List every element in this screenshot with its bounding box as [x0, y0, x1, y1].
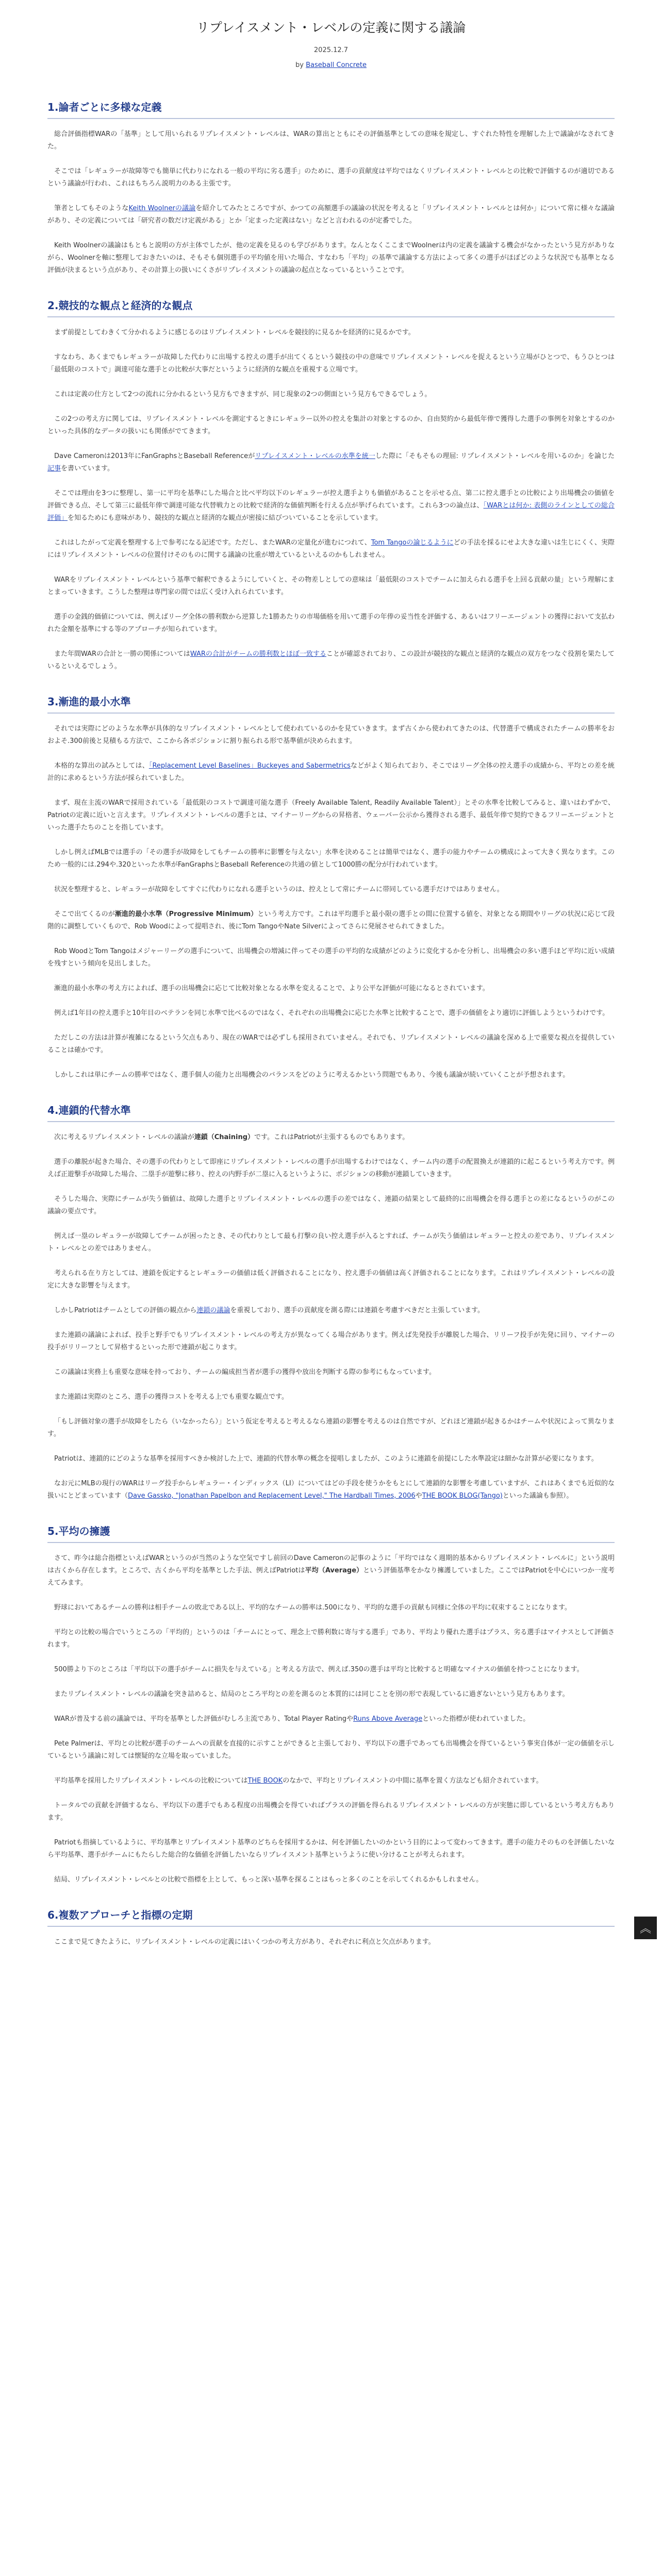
text-run: Rob WoodとTom Tangoはメジャーリーグの選手について、出場機会の増減に伴ってその選手の平均的な成績がどのように変化するかを分析し、出場機会の多い選手ほど平均に近い成績を残すという傾向を見出しました。	[47, 947, 615, 968]
byline	[47, 61, 615, 69]
text-run: 考えられる在り方としては、連鎖を仮定するとレギュラーの価値は低く評価されることになり、控え選手の価値は高く評価されることになります。これはリプレイスメント・レベルの設定に大きな影響を与えます。	[47, 1269, 615, 1290]
paragraph	[47, 1775, 615, 1787]
text-run: という評価基準をかなり擁護していました。ここではPatriotを中心にいつか一度考えてみます。	[47, 1567, 615, 1587]
text-run: を書いています。	[61, 465, 114, 472]
paragraph	[47, 1738, 615, 1762]
paragraph	[47, 1069, 615, 1081]
text-run: この2つの考え方に関しては、リプレイスメント・レベルを測定するときにレギュラー以外の控えを集計の対象とするのか、自由契約から最低年俸で獲得した選手の事例を対象とするのかといった具体的なデータの扱いにも関係がでてきます。	[47, 415, 615, 435]
text-run: どの手法を採るにせよ大きな違いは生じにくく、実際にはリプレイスメント・レベルの位置付けそのものに関する議論の比重が増えているといえるのかもしれません。	[47, 539, 615, 559]
paragraph	[47, 1416, 615, 1440]
inline-link[interactable]: リプレイスメント・レベルの水準を統一	[255, 452, 375, 460]
text-run: した際に「そもそもの理屈: リプレイスメント・レベルを用いるのか」を論じた	[375, 452, 615, 460]
emphasis-text: 平均（Average）	[305, 1567, 363, 1574]
paragraph	[47, 1936, 615, 1948]
paragraph	[47, 1007, 615, 1020]
paragraph	[47, 487, 615, 524]
inline-link[interactable]: 記事	[47, 465, 61, 472]
text-run: なお元にMLBの現行のWARはリーグ投手からレギュラー・インディックス（LI）についてはどの手段を使うかをもとにして連鎖的な影響を考慮していますが、これはあくまでも近似的な扱いにとどまっています（	[47, 1480, 615, 1500]
text-run: などがよく知られており、そこではリーグ全体の控え選手の成績から、平均との差を統計的に求めるという方法が採られていました。	[47, 762, 615, 782]
text-run: そこでは理由を3つに整理し、第一に平均を基準にした場合と比べ平均以下のレギュラーが控え選手よりも価値があることを示せる点、第二に控え選手との比較により出場機会の価値を評価できる点、そして第三に最低年俸で調達可能な代替戦力との比較で経済的な価値判断を行える点が挙げられています。これら3つの論点は、	[47, 489, 615, 510]
text-run: しかしPatriotはチームとしての評価の観点から	[54, 1307, 197, 1314]
text-run: またリプレイスメント・レベルの議論を突き詰めると、結局のところ平均との差を測るのと本質的には同じことを別の形で表現しているに過ぎないという見方もあります。	[54, 1690, 569, 1698]
emphasis-text: 漸進的最小水準（Progressive Minimum）	[114, 910, 258, 918]
paragraph	[47, 165, 615, 190]
paragraph	[47, 1664, 615, 1676]
paragraph	[47, 611, 615, 636]
article-section	[47, 1523, 615, 1886]
text-run: 状況を整理すると、レギュラーが故障をしてすぐに代わりになれる選手というのは、控えとして常にチームに帯同している選手だけではありません。	[54, 886, 504, 893]
paragraph	[47, 351, 615, 376]
text-run: さて、昨今は総合指標といえばWARというのが当然のような空気ですし前回のDave Cameronの記事のように「平均ではなく週期的基本からリプレイスメント・レベルに」という説明は古くから存在します。ところで、古くから平均を基準とした手法、例えばPatriotは	[47, 1554, 615, 1574]
paragraph	[47, 1366, 615, 1379]
paragraph	[47, 1478, 615, 1502]
section-heading: 4.連鎖的代替水準	[47, 1102, 615, 1122]
paragraph	[47, 1626, 615, 1651]
text-run: といった指標が使われていました。	[422, 1715, 530, 1723]
text-run: や	[415, 1492, 422, 1500]
paragraph	[47, 388, 615, 401]
inline-link[interactable]: 連鎖の議論	[196, 1307, 230, 1314]
text-run: を重視しており、選手の貢献度を測る際には連鎖を考慮すべきだと主張しています。	[230, 1307, 485, 1314]
text-run: ここまで見てきたように、リプレイスメント・レベルの定義にはいくつかの考え方があり、それぞれに利点と欠点があります。	[54, 1938, 435, 1946]
inline-link[interactable]: THE BOOK	[247, 1777, 283, 1785]
article-section	[47, 297, 615, 673]
paragraph	[47, 1874, 615, 1886]
paragraph	[47, 1193, 615, 1218]
text-run: まず前提としてわきくて分かれるように感じるのはリプレイスメント・レベルを競技的に見るかを経済的に見るかです。	[54, 329, 415, 336]
inline-link[interactable]: 「WARとは何か: 表側のラインとしての総合評価」	[47, 502, 615, 522]
chevron-up-icon: ︽	[639, 1922, 651, 1936]
text-run: また連鎖は実際のところ、選手の獲得コストを考える上でも重要な観点です。	[54, 1393, 288, 1401]
section-heading: 2.競技的な観点と経済的な観点	[47, 297, 615, 317]
paragraph	[47, 797, 615, 834]
paragraph	[47, 648, 615, 673]
paragraph	[47, 982, 615, 995]
text-run: そうした場合、実際にチームが失う価値は、故障した選手とリプレイスメント・レベルの選手の差ではなく、連鎖の結果として最終的に出場機会を得る選手との差になるというのがこの議論の要点です。	[47, 1195, 615, 1215]
paragraph	[47, 1552, 615, 1589]
inline-link[interactable]: Keith Woolnerの議論	[128, 205, 196, 212]
text-run: です。これはPatriotが主張するものでもあります。	[254, 1133, 409, 1141]
paragraph	[47, 1688, 615, 1701]
paragraph	[47, 1131, 615, 1144]
paragraph	[47, 1230, 615, 1255]
paragraph	[47, 760, 615, 785]
article-section	[47, 1907, 615, 1948]
paragraph	[47, 1329, 615, 1354]
article	[47, 0, 615, 1948]
paragraph	[47, 450, 615, 475]
text-run: WARをリプレイスメント・レベルという基準で解釈できるようにしていくと、その物差しとしての意味は「最低限のコストでチームに加えられる選手を上回る貢献の量」という理解にまとまっていきます。こうした整理は専門家の間では広く受け入れられています。	[47, 576, 615, 596]
text-run: この議論は実務上も重要な意味を持っており、チームの編成担当者が選手の獲得や放出を判断する際の参考にもなっています。	[54, 1368, 436, 1376]
section-heading: 3.漸進的最小水準	[47, 693, 615, 714]
paragraph	[47, 1032, 615, 1057]
scroll-to-top-button[interactable]	[634, 1917, 657, 1939]
text-run: 野球においてあるチームの勝利は相手チームの敗北である以上、平均的なチームの勝率は.500になり、平均的な選手の貢献も同様に全体の平均に収束することになります。	[54, 1604, 571, 1612]
text-run: また連鎖の議論によれば、投手と野手でもリプレイスメント・レベルの考え方が異なってくる場合があります。例えば先発投手が離脱した場合、リリーフ投手が先発に回り、マイナーの投手がリリーフとして昇格するといった形で連鎖が起こります。	[47, 1331, 615, 1351]
paragraph	[47, 240, 615, 277]
paragraph	[47, 1837, 615, 1861]
paragraph	[47, 327, 615, 339]
text-run: それでは実際にどのような水準が具体的なリプレイスメント・レベルとして使われているのかを見ていきます。まず古くから使われてきたのは、代替選手で構成されたチームの勝率をおおよそ.300前後と見積もる方法で、ここから各ポジションに割り振られる形で基準値が決められます。	[47, 725, 615, 745]
paragraph	[47, 574, 615, 599]
paragraph	[47, 413, 615, 438]
paragraph	[47, 1800, 615, 1824]
paragraph	[47, 1391, 615, 1403]
inline-link[interactable]: Tom Tangoの論じるように	[371, 539, 454, 547]
text-run: 選手の金銭的価値については、例えばリーグ全体の勝利数から逆算した1勝あたりの市場価格を用いて選手の年俸の妥当性を評価する、あるいはフリーエージェントの獲得において支払われた金額を基準にする等のアプローチが知られています。	[47, 613, 615, 633]
text-run: ただしこの方法は計算が複雑になるという欠点もあり、現在のWARでは必ずしも採用されていません。それでも、リプレイスメント・レベルの議論を深める上で重要な視点を提供していることは確かです。	[47, 1034, 615, 1054]
paragraph	[47, 1453, 615, 1465]
text-run: 平均基準を採用したリプレイスメント・レベルの比較については	[54, 1777, 248, 1785]
text-run: 例えば一塁のレギュラーが故障してチームが困ったとき、その代わりとして最も打撃の良い控え選手が入るとすれば、チームが失う価値はレギュラーと控えの差であり、リプレイスメント・レベルとの差ではありません。	[47, 1232, 615, 1252]
byline-prefix: by	[295, 61, 304, 69]
inline-link[interactable]: Dave Gassko, "Jonathan Papelbon and Replacement Level," The Hardball Times, 2006	[128, 1492, 416, 1500]
text-run: Patriotは、連鎖的にどのような基準を採用すべきか検討した上で、連鎖的代替水準の概念を提唱しましたが、このように連鎖を前提にした水準設定は細かな計算が必要になります。	[54, 1455, 598, 1463]
text-run: 選手の離脱が起きた場合、その選手の代わりとして即座にリプレイスメント・レベルの選手が出場するわけではなく、チーム内の選手の配置換えが連鎖的に起こるという考え方です。例えば正遊撃手が故障した場合、二塁手が遊撃に移り、控えの内野手が二塁に入るというように、ポジションの移動が連鎖していきます。	[47, 1158, 615, 1178]
paragraph	[47, 1156, 615, 1181]
paragraph	[47, 537, 615, 562]
text-run: 本格的な算出の試みとしては、	[54, 762, 149, 770]
article-section	[47, 99, 615, 277]
text-run: 筆者としてもそのような	[54, 205, 129, 212]
text-run: Pete Palmerは、平均との比較が選手のチームへの貢献を直接的に示すことができると主張しており、平均以下の選手であっても出場機会を得ているという事実自体が一定の価値を示しているという議論に対しては懐疑的な立場を取っていました。	[47, 1740, 615, 1760]
text-run: 次に考えるリプレイスメント・レベルの議論が	[54, 1133, 194, 1141]
paragraph	[47, 128, 615, 153]
text-run: WARが普及する前の議論では、平均を基準とした評価がむしろ主流であり、Total Player Ratingや	[54, 1715, 354, 1723]
text-run: すなわち、あくまでもレギュラーが故障した代わりに出場する控えの選手が出てくるという競技の中の意味でリプレイスメント・レベルを捉えるという立場がひとつで、もうひとつは「最低限のコストで」調達可能な選手との比較が大事だというように経済的な観点を重視する立場です。	[47, 353, 615, 374]
text-run: しかしこれは単にチームの勝率ではなく、選手個人の能力と出場機会のバランスをどのように考えるかという問題でもあり、今後も議論が続いていくことが予想されます。	[54, 1071, 570, 1079]
article-body	[47, 99, 615, 1948]
paragraph	[47, 1304, 615, 1317]
inline-link[interactable]: Runs Above Average	[353, 1715, 423, 1723]
text-run: 漸進的最小水準の考え方によれば、選手の出場機会に応じて比較対象となる水準を変えることで、より公平な評価が可能になるとされています。	[54, 985, 489, 992]
text-run: そこで出てくるのが	[54, 910, 115, 918]
text-run: という考え方です。これは平均選手と最小限の選手との間に位置する値を、対象となる期間やリーグの状況に応じて段階的に調整していくもので、Rob Woodによって提唱され、後にTom TangoやNate Silverによってさらに発展させられてきました。	[47, 910, 615, 930]
section-heading: 6.複数アプローチと指標の定期	[47, 1907, 615, 1927]
text-run: 総合評価指標WARの「基準」として用いられるリプレイスメント・レベルは、WARの算出とともにその評価基準としての意味を規定し、すぐれた特性を理解した上で議論がなされてきた。	[47, 130, 615, 150]
paragraph	[47, 1713, 615, 1725]
text-run: のなかで、平均とリプレイスメントの中間に基準を置く方法なども紹介されています。	[283, 1777, 543, 1785]
text-run: 500勝より下のところは「平均以下の選手がチームに損失を与えている」と考える方法で、例えば.350の選手は平均と比較すると明確なマイナスの価値を持つことになります。	[54, 1666, 584, 1673]
text-run: これはしたがって定義を整理する上で参考になる記述です。ただし、またWARの定量化が進むにつれて、	[54, 539, 371, 547]
text-run: を紹介してみたところですが、かつての高額選手の議論の状況を考えると「リプレイスメント・レベルとは何か」について常に様々な議論があり、その定義については「研究者の数だけ定義がある」とか「定まった定義はない」などと言われるのが定番でした。	[47, 205, 615, 225]
article-section	[47, 693, 615, 1081]
text-run: ことが確認されており、この設計が競技的な観点と経済的な観点の双方をつなぐ役割を果たしているといえるでしょう。	[47, 650, 615, 670]
text-run: また年間WARの合計と一勝の関係については	[54, 650, 190, 658]
text-run: 結局、リプレイスメント・レベルとの比較で指標を上として、もっと深い基準を探ることはもっと多くのことを示してくれるかもしれません。	[54, 1876, 483, 1884]
inline-link[interactable]: 「Replacement Level Baselines」Buckeyes and Sabermetrics	[148, 762, 351, 770]
author-link[interactable]: Baseball Concrete	[306, 61, 367, 69]
text-run: Patriotも指摘しているように、平均基準とリプレイスメント基準のどちらを採用するかは、何を評価したいのかという目的によって変わってきます。選手の能力そのものを評価したいなら平均基準、選手がチームにもたらした総合的な価値を評価したいならリプレイスメント基準というように使い分けることが考えられます。	[47, 1839, 615, 1859]
text-run: まず、現在主流のWARで採用されている「最低限のコストで調達可能な選手（Freely Available Talent, Readily Available Talent）」とその水準を比較してみると、違いはわずかで、Patriotの定義に近いと言えます。リプレイスメント・レベルの選手とは、マイナーリーグからの昇格者、ウェーバー公示から獲得される選手、最低年俸で契約できるフリーエージェントといった選手たちのことを指しています。	[47, 799, 615, 832]
text-run: といった議論も参照）。	[502, 1492, 573, 1500]
paragraph	[47, 1602, 615, 1614]
text-run: トータルでの貢献を評価するなら、平均以下の選手でもある程度の出場機会を得ていればプラスの評価を得られるリプレイスメント・レベルの方が実態に即しているという考え方もあります。	[47, 1802, 615, 1822]
text-run: そこでは「レギュラーが故障等でも簡単に代わりになれる一般の平均に劣る選手」のために、選手の貢献度は平均ではなくリプレイスメント・レベルとの比較で評価するのが適切であるという議論が行われ、これはもちろん説明力のある主張です。	[47, 167, 615, 188]
section-heading: 1.論者ごとに多様な定義	[47, 99, 615, 119]
paragraph	[47, 1267, 615, 1292]
page-title: リプレイスメント・レベルの定義に関する議論	[196, 20, 466, 35]
text-run: を知るためにも意味があり、競技的な観点と経済的な観点が密接に結びついていることを示しています。	[68, 514, 382, 522]
paragraph	[47, 945, 615, 970]
inline-link[interactable]: THE BOOK BLOG(Tango)	[422, 1492, 503, 1500]
text-run: これは定義の仕方として2つの流れに分かれるという見方もできますが、同じ現象の2つの側面という見方もできるでしょう。	[54, 391, 432, 398]
post-date: 2025.12.7	[313, 46, 349, 54]
emphasis-text: 連鎖（Chaining）	[194, 1133, 254, 1141]
paragraph	[47, 908, 615, 933]
text-run: Keith Woolnerの議論はもともと説明の方が主体でしたが、他の定義を見るのも学びがあります。なんとなくここまでWoolnerは内の定義を議論する機会がなかったという見方がありながら、Woolnerを軸に整理しておきたいのは、そもそも個別選手の平均値を用いた場合、すなわち「平均」の基準で議論する方法によって多くの選手がほぼどのような状況でも基準となる評価が決まるという点があり、その計算上の扱いにくさがリプレイスメントの議論の起点となっているということです。	[47, 242, 615, 274]
article-section	[47, 1102, 615, 1502]
text-run: 平均との比較の場合でいうところの「平均的」というのは「チームにとって、理念上で勝利数に寄与する選手」であり、平均より優れた選手はプラス、劣る選手はマイナスとして評価されます。	[47, 1629, 615, 1649]
text-run: Dave Cameronは2013年にFanGraphsとBaseball Referenceが	[54, 452, 255, 460]
inline-link[interactable]: WARの合計がチームの勝利数とほぼ一致する	[190, 650, 326, 658]
text-run: 例えば1年目の控え選手と10年目のベテランを同じ水準で比べるのではなく、それぞれの出場機会に応じた水準と比較することで、選手の価値をより適切に評価しようというわけです。	[54, 1009, 609, 1017]
paragraph	[47, 723, 615, 748]
text-run: しかし例えばMLBでは選手の「その選手が故障をしてもチームの勝率に影響を与えない」水準を決めることは簡単ではなく、選手の能力やチームの構成によって大きく異なります。このため一般的には.294や.320といった水準がFanGraphsとBaseball Referenceの共通の値として1000勝の配分が行われています。	[47, 849, 615, 869]
section-heading: 5.平均の擁護	[47, 1523, 615, 1543]
paragraph	[47, 202, 615, 227]
text-run: 「もし評価対象の選手が故障をしたら（いなかったら）」という仮定を考えると考えるなら連鎖の影響を考えるのは自然ですが、どれほど連鎖が起きるかはチームや状況によって異なります。	[47, 1418, 615, 1438]
paragraph	[47, 846, 615, 871]
paragraph	[47, 884, 615, 896]
